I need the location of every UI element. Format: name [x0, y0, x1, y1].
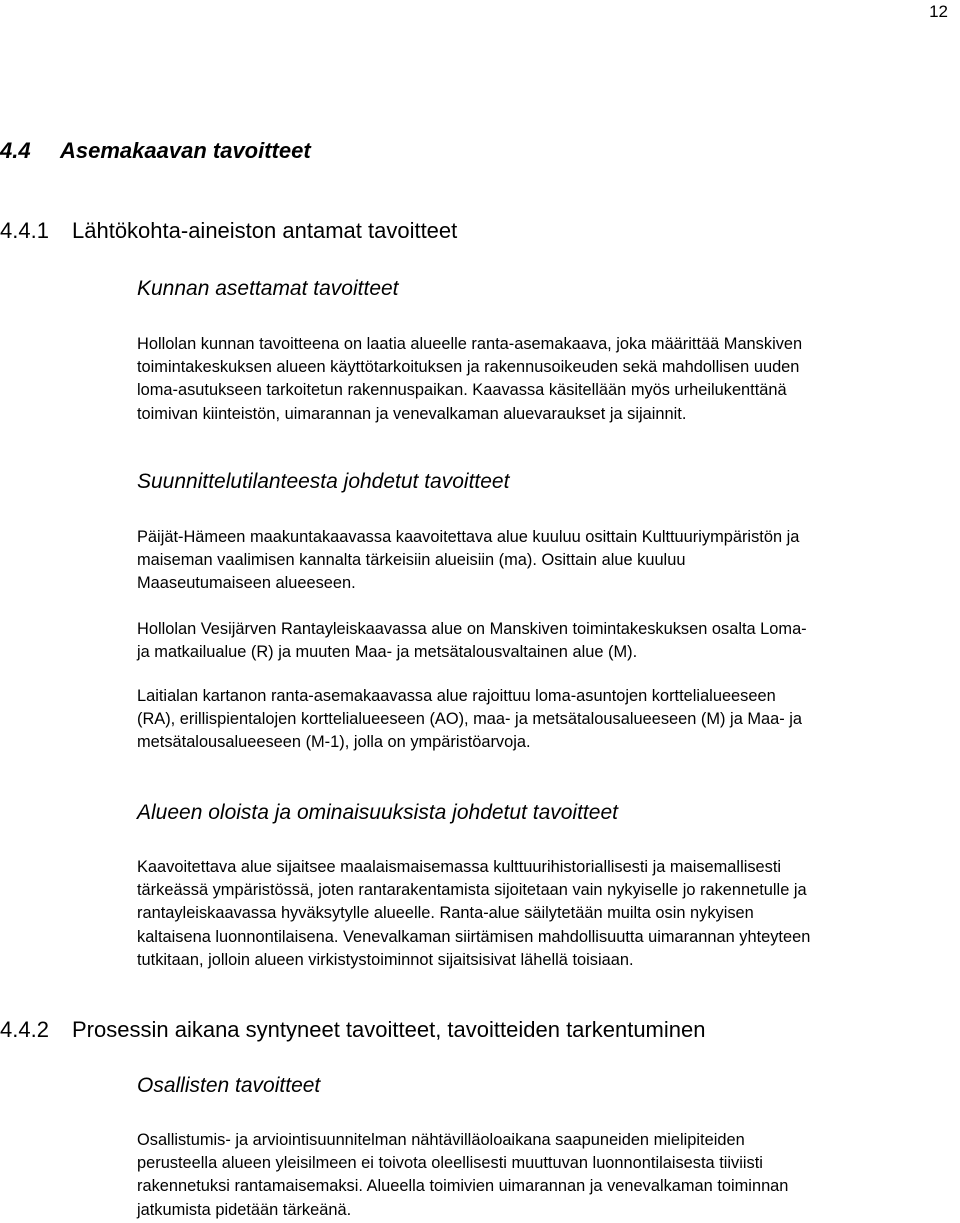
section-title: Asemakaavan tavoitteet — [60, 138, 311, 163]
paragraph-laitiala — [137, 685, 957, 755]
subsection-title: Prosessin aikana syntyneet tavoitteet, tavoitteiden tarkentuminen — [72, 1017, 706, 1042]
subsection-heading-4-4-1 — [0, 218, 457, 244]
subsection-heading-4-4-2 — [0, 1017, 705, 1043]
text-line: perusteella alueen yleisilmeen ei toivota oleellisesti muuttuvan luonnontilaisesta tiiviisti — [137, 1154, 763, 1173]
text-line: maiseman vaalimisen kannalta tärkeisiin alueisiin (ma). Osittain alue kuuluu — [137, 551, 686, 570]
text-line: kaltaisena luonnontilaisena. Venevalkaman siirtämisen mahdollisuutta uimarannan yhteyteen — [137, 927, 811, 946]
paragraph-osallisten — [137, 1129, 957, 1222]
heading-osallisten-tavoitteet: Osallisten tavoitteet — [137, 1074, 321, 1097]
subsection-title: Lähtökohta-aineiston antamat tavoitteet — [72, 218, 458, 243]
paragraph-rantayleiskaava — [137, 618, 957, 664]
text-line: metsätalousalueeseen (M-1), jolla on ympäristöarvoja. — [137, 733, 531, 752]
text-line: tärkeässä ympäristössä, joten rantarakentamista sijoitetaan vain nykyiselle jo rakennetulle ja — [137, 881, 807, 900]
text-line: ja matkailualue (R) ja muuten Maa- ja metsätalousvaltainen alue (M). — [137, 643, 638, 662]
text-line: Hollolan Vesijärven Rantayleiskaavassa alue on Manskiven toimintakeskuksen osalta Loma- — [137, 620, 807, 638]
paragraph-kunnan — [137, 333, 957, 426]
text-line: toimivan kiinteistön, uimarannan ja venevalkaman aluevaraukset ja sijainnit. — [137, 404, 687, 423]
text-line: rantayleiskaavassa hyväksytylle alueelle. Ranta-alue säilytetään muilta osin nykyisen — [137, 904, 754, 923]
text-line: Maaseutumaiseen alueeseen. — [137, 574, 356, 593]
text-line: (RA), erillispientalojen korttelialueeseen (AO), maa- ja metsätalousalueeseen (M) ja Maa- ja — [137, 710, 803, 729]
page-number: 12 — [929, 2, 948, 21]
paragraph-alueen-oloista — [137, 856, 957, 972]
text-line: Hollolan kunnan tavoitteena on laatia alueelle ranta-asemakaava, joka määrittää Manskiven — [137, 335, 803, 353]
section-heading-4-4 — [0, 138, 311, 164]
text-line: Laitialan kartanon ranta-asemakaavassa alue rajoittuu loma-asuntojen korttelialueeseen — [137, 687, 776, 705]
heading-kunnan-tavoitteet: Kunnan asettamat tavoitteet — [137, 277, 399, 300]
text-line: rakennetuksi rantamaisemaksi. Alueella toimivien uimarannan ja venevalkaman toiminnan — [137, 1177, 789, 1196]
subsection-number: 4.4.1 — [0, 218, 49, 243]
text-line: loma-asutukseen tarkoitetun rakennuspaikan. Kaavassa käsitellään myös urheilukenttänä — [137, 381, 787, 400]
text-line: Päijät-Hämeen maakuntakaavassa kaavoitettava alue kuuluu osittain Kulttuuriympäristön ja — [137, 528, 800, 546]
paragraph-maakuntakaava — [137, 526, 957, 596]
text-line: jatkumista pidetään tärkeänä. — [137, 1200, 352, 1219]
subsection-number: 4.4.2 — [0, 1017, 49, 1042]
text-line: toimintakeskuksen alueen käyttötarkoituksen ja rakennusoikeuden sekä mahdollisen uuden — [137, 358, 800, 377]
heading-suunnittelutilanne: Suunnittelutilanteesta johdetut tavoitteet — [137, 470, 510, 493]
text-line: Osallistumis- ja arviointisuunnitelman nähtävilläoloaikana saapuneiden mielipiteiden — [137, 1131, 745, 1149]
heading-alueen-oloista: Alueen oloista ja ominaisuuksista johdetut tavoitteet — [137, 801, 618, 824]
text-line: Kaavoitettava alue sijaitsee maalaismaisemassa kulttuurihistoriallisesti ja maisemallisesti — [137, 858, 782, 876]
section-number: 4.4 — [0, 138, 31, 163]
text-line: tutkitaan, jolloin alueen virkistystoiminnot sijaitsisivat lähellä toisiaan. — [137, 950, 634, 969]
